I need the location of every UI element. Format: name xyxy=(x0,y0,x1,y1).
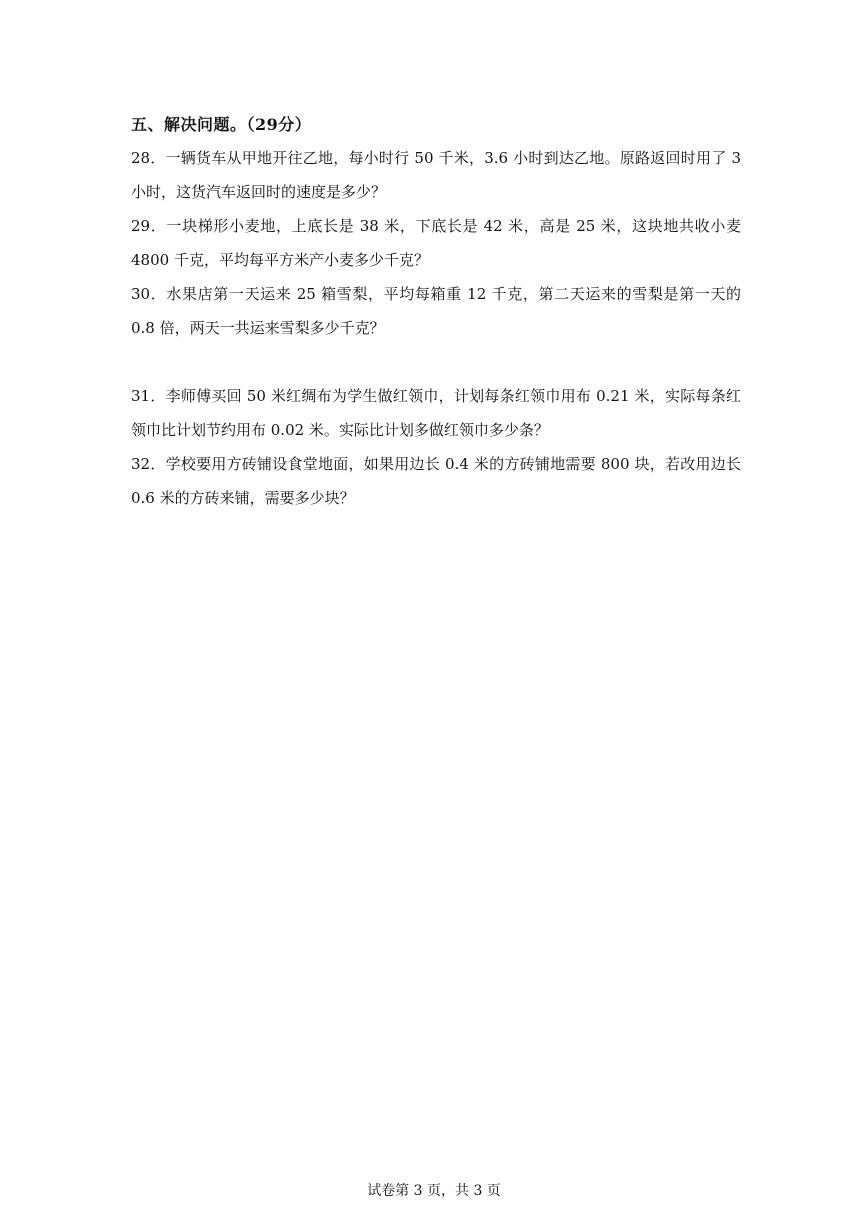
page-footer: 试卷第 3 页，共 3 页 xyxy=(367,1183,501,1199)
question-28: 28．一辆货车从甲地开往乙地，每小时行 50 千米，3.6 小时到达乙地。原路返回时用了 3 小时，这货汽车返回时的速度是多少？ xyxy=(131,149,741,201)
question-29: 29．一块梯形小麦地，上底长是 38 米，下底长是 42 米，高是 25 米，这块地共收小麦 4800 千克，平均每平方米产小麦多少千克？ xyxy=(131,217,741,269)
section-title: 五、解决问题。（29分） xyxy=(131,115,312,134)
question-30: 30．水果店第一天运来 25 箱雪梨，平均每箱重 12 千克，第二天运来的雪梨是第一天的 0.8 倍，两天一共运来雪梨多少千克？ xyxy=(131,285,741,337)
question-32: 32．学校要用方砖铺设食堂地面，如果用边长 0.4 米的方砖铺地需要 800 块，若改用边长 0.6 米的方砖来铺，需要多少块？ xyxy=(131,455,741,507)
question-31: 31．李师傅买回 50 米红绸布为学生做红领巾，计划每条红领巾用布 0.21 米，实际每条红领巾比计划节约用布 0.02 米。实际比计划多做红领巾多少条？ xyxy=(131,387,741,439)
